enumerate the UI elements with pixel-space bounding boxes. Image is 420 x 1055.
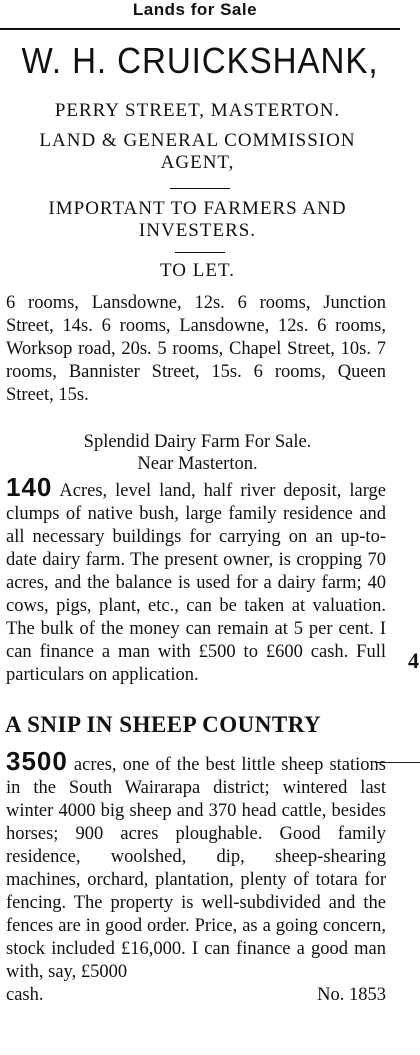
edge-mark: 4 — [408, 648, 419, 673]
notice-line1: IMPORTANT TO FARMERS AND — [48, 198, 347, 219]
sheep-text-end: cash. — [6, 985, 44, 1005]
sheep-acreage-number: 3500 — [6, 746, 68, 776]
divider-rule — [170, 188, 230, 189]
section-header: Lands for Sale — [132, 0, 258, 19]
dairy-heading-line1: Splendid Dairy Farm For Sale. — [83, 432, 312, 452]
snip-heading: A SNIP IN SHEEP COUNTRY — [5, 712, 322, 737]
sheep-text: acres, one of the best little sheep stations in the South Wairarapa district; wintered last winter 4000 big sheep and 370 head cattle, besides horses; 900 acres ploughable. Good family residence, woolshed, dip, sheep-shearing machines, orchard, plantation, plenty of totara for fencing. The property is well-subdivided and the fences are in good order. Price, as a going concern, stock included £16,000. I can finance a good man with, say, £5000 — [6, 755, 386, 982]
dairy-text: Acres, level land, half river deposit, large clumps of native bush, large family residence and all necessary buildings for carrying on an up-to-date dairy farm. The present owner, is cropping 70 acres, and the balance is used for a dairy farm; 40 cows, pigs, plant, etc., can be taken at valuation. The bulk of the money can remain at 5 per cent. I can finance a man with £500 to £600 cash. Full particulars on application. — [6, 481, 386, 685]
advertiser-title-line1: LAND & GENERAL COMMISSION — [39, 130, 356, 151]
advertiser-address: PERRY STREET, MASTERTON. — [54, 100, 341, 121]
advertiser-title-line2: AGENT, — [160, 152, 235, 173]
to-let-text: 6 rooms, Lansdowne, 12s. 6 rooms, Junction Street, 14s. 6 rooms, Lansdowne, 12s. 6 rooms, Worksop road, 20s. 5 rooms, Chapel Street, 10s. 7 rooms, Bannister Street, 15s. 6 rooms, Queen Street, 15s. — [6, 293, 386, 405]
to-let-heading: TO LET. — [160, 260, 235, 281]
to-let-listings — [6, 292, 386, 407]
dairy-farm-listing — [6, 472, 386, 687]
divider-rule — [175, 252, 225, 253]
reference-number: No. 1853 — [317, 985, 386, 1005]
dairy-acreage-number: 140 — [6, 472, 53, 502]
top-rule — [0, 28, 400, 30]
notice-line2: INVESTERS. — [138, 220, 257, 241]
advertiser-name: W. H. CRUICKSHANK, — [21, 40, 379, 81]
sheep-station-listing — [6, 746, 386, 1007]
dairy-heading-line2: Near Masterton. — [137, 454, 258, 474]
